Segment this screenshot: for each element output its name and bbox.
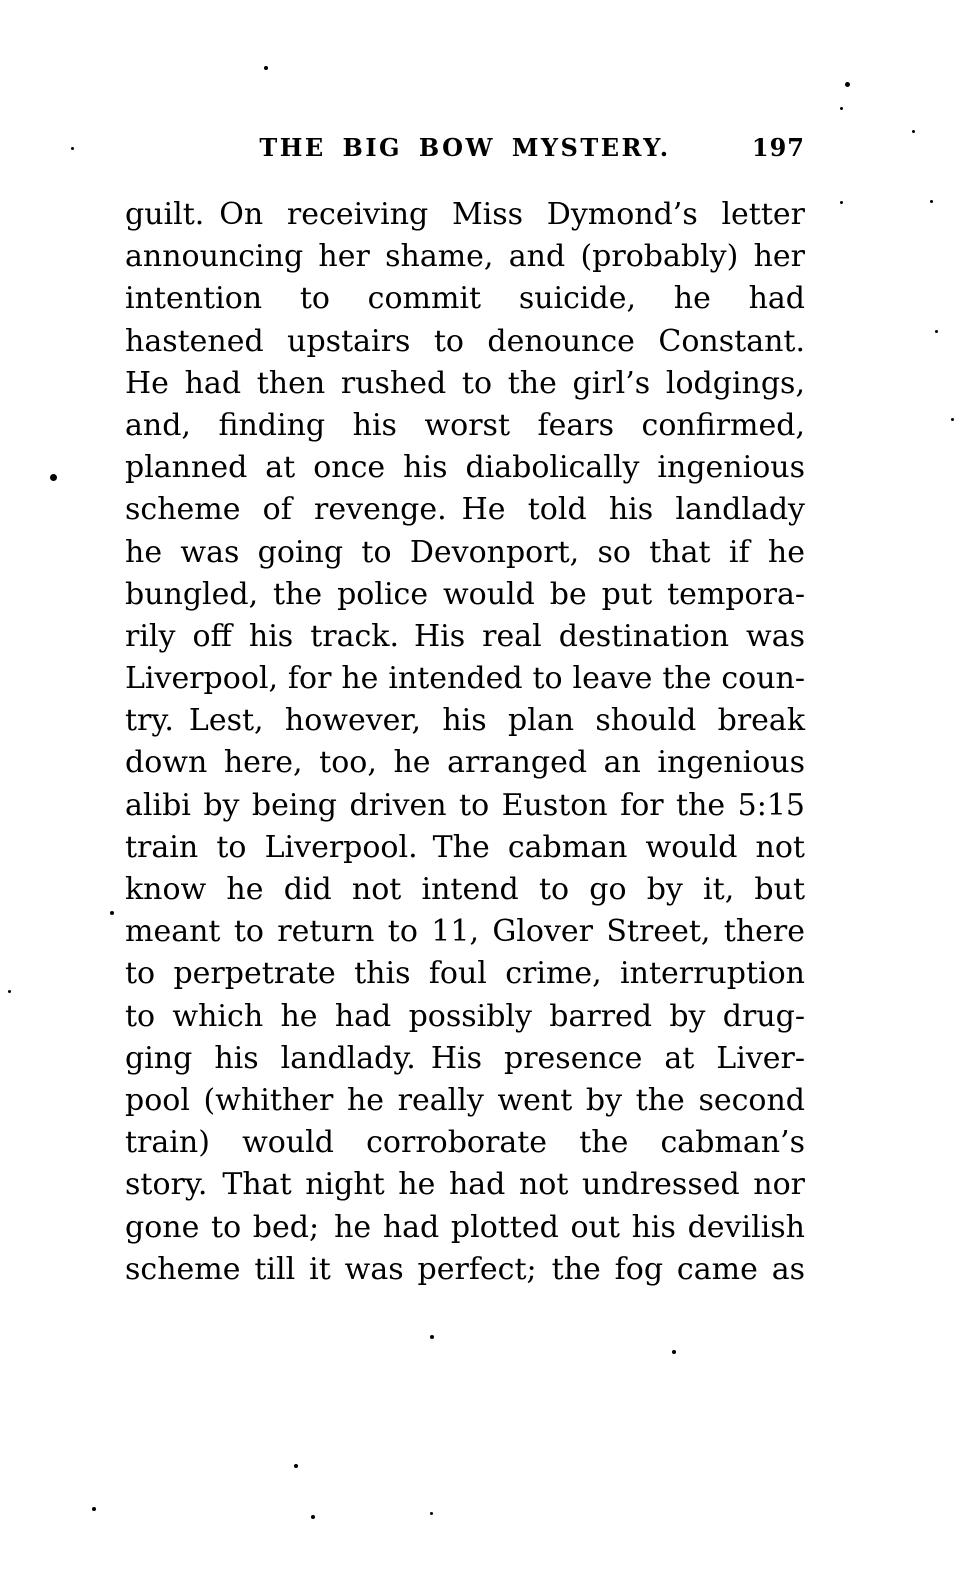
text-line: planned at once his diabolically ingenious	[125, 450, 805, 486]
ink-speck	[92, 1507, 96, 1511]
page-number: 197	[751, 133, 805, 162]
ink-speck	[672, 1350, 676, 1354]
text-line: ging his landlady. His presence at Liver-	[125, 1040, 805, 1076]
ink-speck	[311, 1515, 315, 1519]
ink-speck	[845, 82, 850, 87]
ink-speck	[430, 1512, 433, 1515]
ink-speck	[935, 330, 938, 333]
ink-speck	[110, 911, 114, 915]
text-line: story. That night he had not undressed nor	[125, 1167, 805, 1203]
text-line: train) would corroborate the cabman’s	[125, 1125, 805, 1161]
text-line: scheme of revenge. He told his landlady	[125, 492, 805, 528]
text-line: announcing her shame, and (probably) her	[125, 239, 805, 275]
text-line: pool (whither he really went by the second	[125, 1082, 805, 1118]
ink-speck	[8, 990, 11, 993]
text-line: Liverpool, for he intended to leave the coun-	[125, 661, 805, 697]
text-line: scheme till it was perfect; the fog came as	[125, 1251, 805, 1287]
text-line: he was going to Devonport, so that if he	[125, 534, 805, 570]
ink-speck	[264, 66, 268, 70]
page-title: THE BIG BOW MYSTERY.	[259, 133, 671, 162]
ink-speck	[930, 200, 933, 203]
text-line: guilt. On receiving Miss Dymond’s letter	[125, 197, 805, 232]
ink-speck	[912, 130, 915, 133]
ink-speck	[430, 1335, 434, 1339]
ink-speck	[840, 201, 843, 204]
body-text	[125, 194, 805, 1291]
ink-speck	[71, 147, 74, 150]
text-line: He had then rushed to the girl’s lodgings,	[125, 365, 805, 401]
text-line: intention to commit suicide, he had	[125, 281, 805, 317]
text-line: try. Lest, however, his plan should break	[125, 703, 805, 739]
text-line: bungled, the police would be put tempora-	[125, 576, 805, 612]
text-line: meant to return to 11, Glover Street, there	[125, 914, 805, 950]
text-line: alibi by being driven to Euston for the 5:15	[125, 787, 805, 823]
ink-speck	[840, 107, 843, 110]
text-line: to which he had possibly barred by drug-	[125, 998, 805, 1034]
text-line: gone to bed; he had plotted out his devilish	[125, 1209, 805, 1245]
text-line: to perpetrate this foul crime, interruption	[125, 956, 805, 992]
ink-speck	[951, 418, 954, 421]
text-line: down here, too, he arranged an ingenious	[125, 745, 805, 781]
text-line: rily off his track. His real destination was	[125, 618, 805, 654]
text-line: know he did not intend to go by it, but	[125, 872, 805, 907]
text-line: and, finding his worst fears confirmed,	[125, 407, 805, 443]
ink-speck	[294, 1464, 298, 1468]
running-header	[125, 133, 805, 163]
ink-speck	[50, 474, 57, 481]
text-line: hastened upstairs to denounce Constant.	[125, 323, 805, 359]
text-line: train to Liverpool. The cabman would not	[125, 829, 805, 865]
